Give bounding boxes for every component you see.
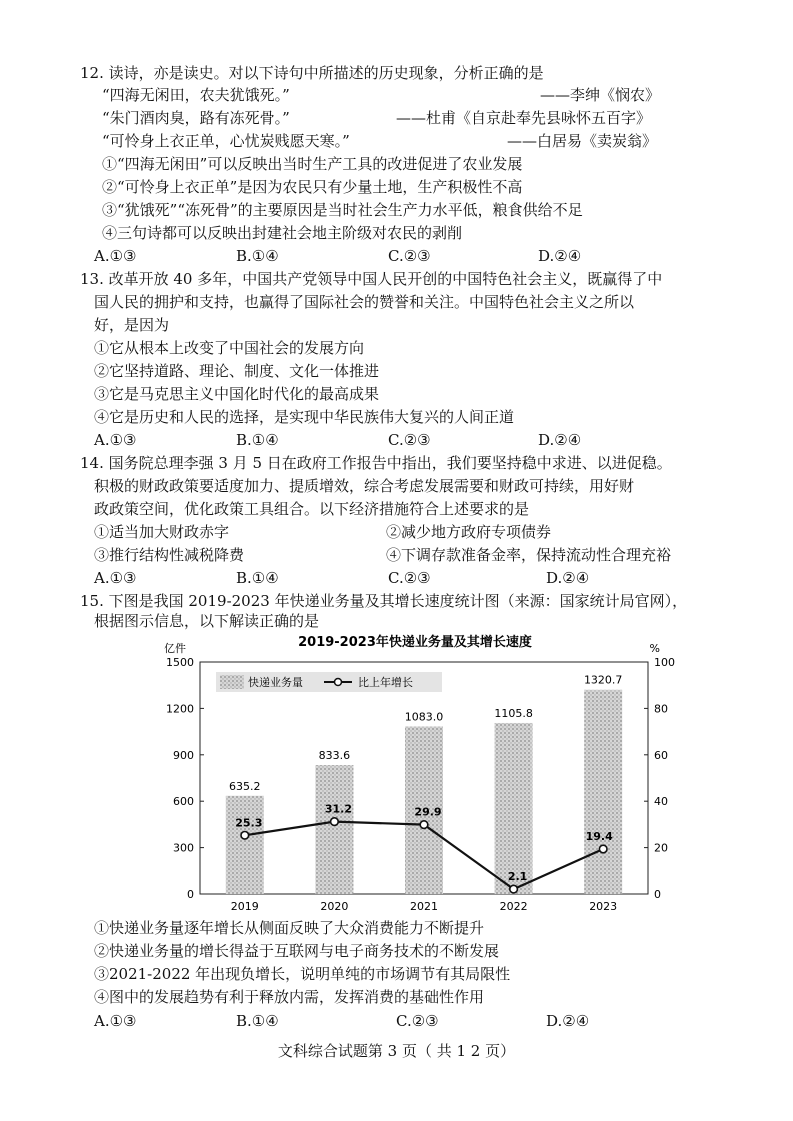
right-axis-tick-label: 100 <box>654 656 675 669</box>
legend-line-marker <box>335 679 342 686</box>
q12-poem-2: “朱门酒肉臭，路有冻死骨。” <box>102 109 290 127</box>
x-axis-tick-label: 2023 <box>589 900 618 913</box>
q12-stem: 12. 读诗，亦是读史。对以下诗句中所描述的历史现象，分析正确的是 <box>80 64 544 82</box>
legend-line-label: 比上年增长 <box>358 676 413 689</box>
legend-bar-swatch <box>220 675 244 689</box>
right-axis-unit: % <box>649 642 660 655</box>
bar-value-label: 1105.8 <box>494 706 533 720</box>
q12-poem-1: “四海无闲田，农夫犹饿死。” <box>102 86 290 104</box>
q12-item-1: ①“四海无闲田”可以反映出当时生产工具的改进促进了农业发展 <box>102 155 523 173</box>
q13-item-4: ④它是历史和人民的选择，是实现中华民族伟大复兴的人间正道 <box>94 408 515 426</box>
growth-point-2020 <box>331 818 339 826</box>
left-axis-tick-label: 1200 <box>166 702 194 716</box>
growth-point-2022 <box>510 885 518 893</box>
q13-item-3: ③它是马克思主义中国化时代化的最高成果 <box>94 385 380 403</box>
left-axis-tick-label: 300 <box>173 841 194 855</box>
bar-value-label: 833.6 <box>318 749 351 763</box>
q15-item-4: ④图中的发展趋势有利于释放内需，发挥消费的基础性作用 <box>94 988 485 1006</box>
q13-item-2: ②它坚持道路、理论、制度、文化一体推进 <box>94 362 380 380</box>
chart-title: 2019-2023年快递业务量及其增长速度 <box>298 635 532 650</box>
left-axis-tick-label: 1500 <box>166 656 194 669</box>
q14-option-c: C.②③ <box>388 569 431 587</box>
right-axis-tick-label: 40 <box>654 795 668 809</box>
q12-item-2: ②“可怜身上衣正单”是因为农民只有少量土地，生产积极性不高 <box>102 178 523 196</box>
bar-value-label: 1320.7 <box>583 673 623 687</box>
legend-bar-label: 快递业务量 <box>248 676 303 689</box>
left-axis-tick-label: 0 <box>187 888 194 901</box>
chart-legend <box>216 672 442 692</box>
bar-2019 <box>226 796 264 894</box>
q15-option-c: C.②③ <box>396 1012 439 1030</box>
q15-stem-line-2: 根据图示信息，以下解读正确的是 <box>94 612 320 630</box>
q14-item-4: ④下调存款准备金率，保持流动性合理充裕 <box>386 546 672 564</box>
q13-stem-line-3: 好，是因为 <box>94 316 170 334</box>
left-axis-unit: 亿件 <box>164 642 186 655</box>
q13-option-b: B.①④ <box>236 431 279 449</box>
q14-stem-line-1: 14. 国务院总理李强 3 月 5 日在政府工作报告中指出，我们要坚持稳中求进、以进促稳。 <box>80 454 672 472</box>
growth-value-label: 25.3 <box>235 816 263 830</box>
x-axis-tick-label: 2020 <box>320 900 349 913</box>
growth-point-2023 <box>599 845 607 853</box>
q12-poem-3: “可怜身上衣正单，心忧炭贱愿天寒。” <box>102 132 350 150</box>
q15-option-b: B.①④ <box>236 1012 279 1030</box>
q15-item-2: ②快递业务量的增长得益于互联网与电子商务技术的不断发展 <box>94 942 500 960</box>
q14-item-3: ③推行结构性减税降费 <box>94 546 245 564</box>
q14-option-a: A.①③ <box>94 569 137 587</box>
q12-option-d: D.②④ <box>538 247 582 265</box>
q15-item-1: ①快递业务量逐年增长从侧面反映了大众消费能力不断提升 <box>94 919 485 937</box>
q12-poem-1-author: ——李绅《悯农》 <box>540 86 661 104</box>
q14-item-1: ①适当加大财政赤字 <box>94 523 230 541</box>
q15-option-a: A.①③ <box>94 1012 137 1030</box>
q12-item-4: ④三句诗都可以反映出封建社会地主阶级对农民的剥削 <box>102 224 463 242</box>
q13-option-a: A.①③ <box>94 431 137 449</box>
q12-option-c: C.②③ <box>388 247 431 265</box>
x-axis-tick-label: 2021 <box>410 900 438 913</box>
bar-value-label: 635.2 <box>229 779 261 793</box>
q14-option-b: B.①④ <box>236 569 279 587</box>
q14-stem-line-2: 积极的财政政策要适度加力、提质增效，综合考虑发展需要和财政可持续，用好财 <box>94 477 635 495</box>
page-footer: 文科综合试题第 3 页（ 共 1 2 页） <box>277 1042 516 1060</box>
bar-2022 <box>495 723 533 894</box>
q12-poem-2-author: ——杜甫《自京赴奉先县咏怀五百字》 <box>396 109 652 127</box>
growth-value-label: 29.9 <box>414 805 442 819</box>
right-axis-tick-label: 20 <box>654 841 668 855</box>
growth-value-label: 19.4 <box>585 829 613 843</box>
x-axis-tick-label: 2019 <box>230 900 259 913</box>
q12-poem-3-author: ——白居易《卖炭翁》 <box>507 132 658 150</box>
q15-option-d: D.②④ <box>546 1012 590 1030</box>
right-axis-tick-label: 60 <box>654 748 668 762</box>
growth-point-2019 <box>241 832 249 840</box>
right-axis-tick-label: 0 <box>654 888 661 901</box>
growth-point-2021 <box>420 821 428 829</box>
q14-item-2: ②减少地方政府专项债券 <box>386 523 552 541</box>
growth-value-label: 2.1 <box>507 870 528 884</box>
bar-2020 <box>315 765 353 894</box>
q15-stem-line-1: 15. 下图是我国 2019-2023 年快递业务量及其增长速度统计图（来源：国家统计局官网）， <box>80 592 688 610</box>
x-axis-tick-label: 2022 <box>499 900 528 913</box>
q15-item-3: ③2021-2022 年出现负增长，说明单纯的市场调节有其局限性 <box>94 965 511 983</box>
growth-value-label: 31.2 <box>324 802 352 816</box>
q13-item-1: ①它从根本上改变了中国社会的发展方向 <box>94 339 365 357</box>
express-volume-chart <box>160 628 675 918</box>
q13-stem-line-1: 13. 改革开放 40 多年，中国共产党领导中国人民开创的中国特色社会主义，既赢得了中 <box>80 270 663 288</box>
q12-option-a: A.①③ <box>94 247 137 265</box>
q12-item-3: ③“犹饿死”“冻死骨”的主要原因是当时社会生产力水平低，粮食供给不足 <box>102 201 583 219</box>
left-axis-tick-label: 900 <box>173 748 194 762</box>
q13-option-d: D.②④ <box>538 431 582 449</box>
bar-2023 <box>584 690 622 894</box>
q14-stem-line-3: 政政策空间，优化政策工具组合。以下经济措施符合上述要求的是 <box>94 500 530 518</box>
q12-option-b: B.①④ <box>236 247 279 265</box>
right-axis-tick-label: 80 <box>654 702 668 716</box>
bar-value-label: 1083.0 <box>404 710 444 724</box>
q13-stem-line-2: 国人民的拥护和支持，也赢得了国际社会的赞誉和关注。中国特色社会主义之所以 <box>94 293 635 311</box>
q13-option-c: C.②③ <box>388 431 431 449</box>
q14-option-d: D.②④ <box>546 569 590 587</box>
left-axis-tick-label: 600 <box>173 795 194 809</box>
